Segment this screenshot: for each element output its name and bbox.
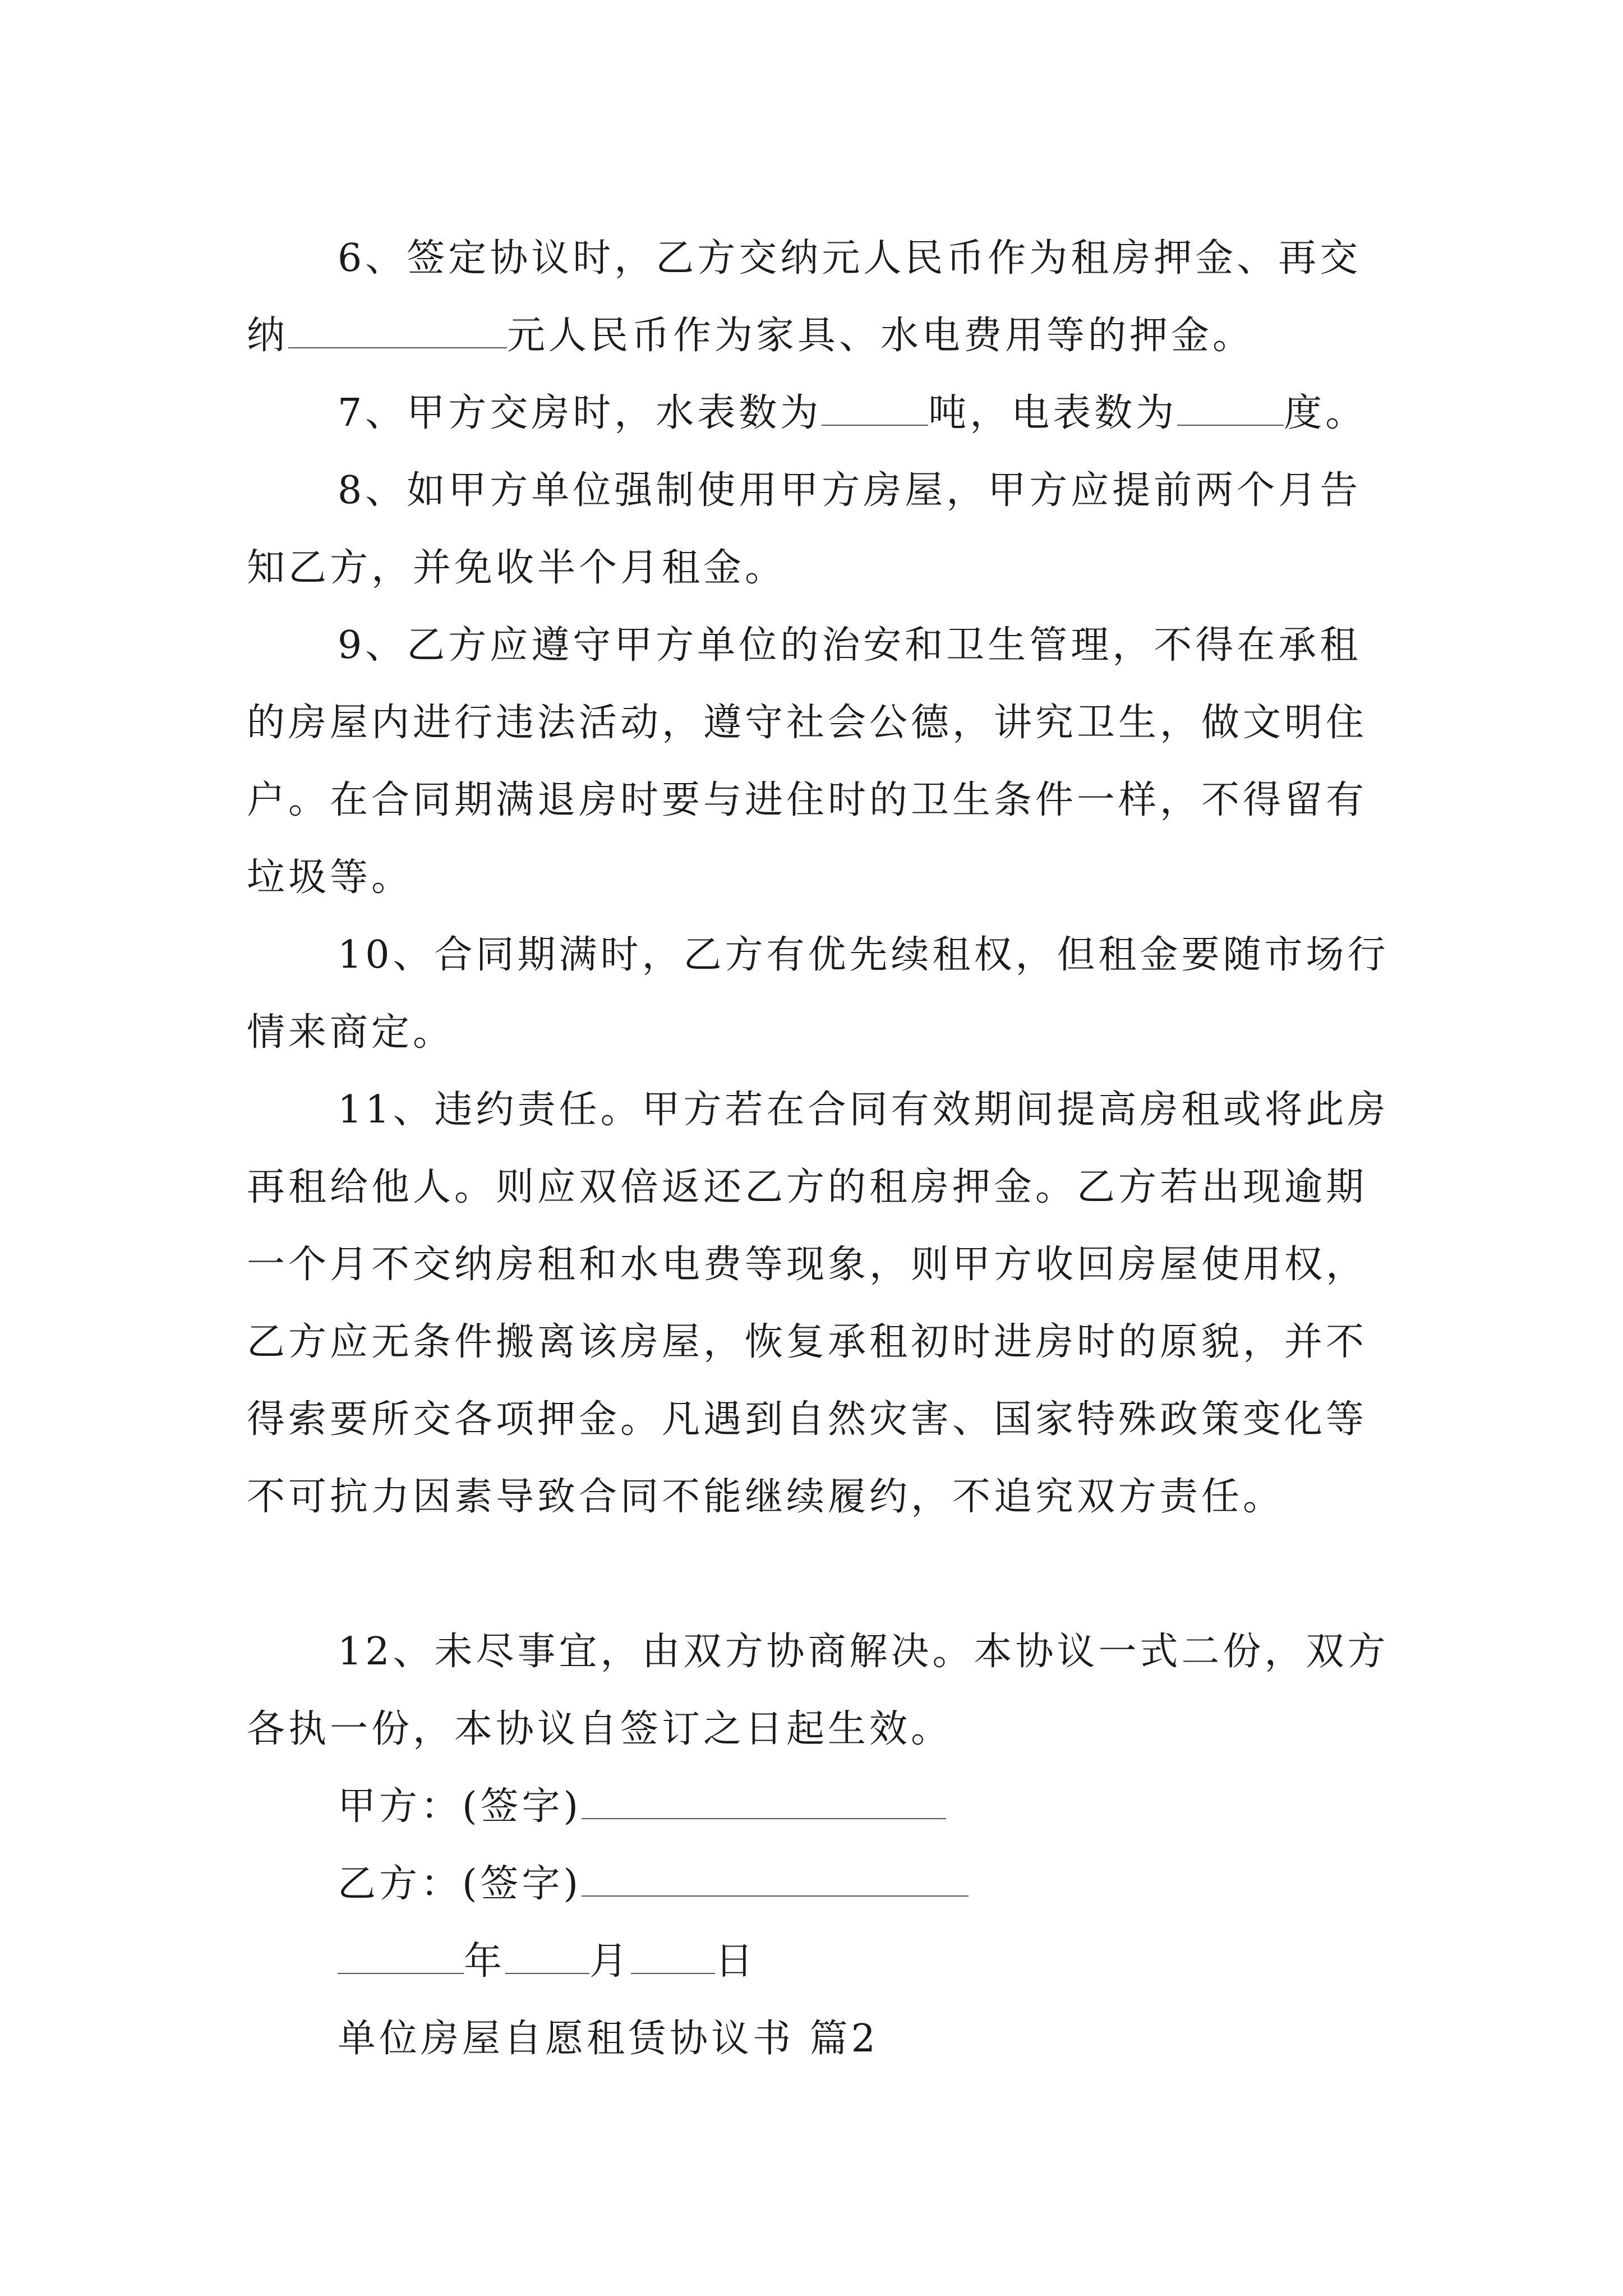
clause-7	[247, 375, 1424, 452]
year-blank	[338, 1939, 464, 1974]
deposit-blank	[288, 314, 507, 348]
year-label: 年	[464, 1939, 506, 1984]
party-a-signature-blank	[582, 1784, 946, 1819]
day-blank	[631, 1939, 715, 1974]
clause-12: 12、未尽事宜，由双方协商解决。本协议一式二份，双方各执一份，本协议自签订之日起生效。	[247, 1630, 1389, 1751]
clause-8: 8、如甲方单位强制使用甲方房屋，甲方应提前两个月告知乙方，并免收半个月租金。	[247, 468, 1362, 590]
signing-date	[338, 1923, 757, 2000]
next-section-title: 单位房屋自愿租赁协议书 篇2	[338, 2017, 879, 2061]
party-b-signature	[338, 1846, 969, 1923]
party-a-signature	[338, 1768, 946, 1846]
clause-6	[247, 220, 1391, 375]
month-blank	[505, 1939, 589, 1974]
party-a-label: 甲方：(签字)	[338, 1784, 582, 1829]
party-b-signature-blank	[582, 1862, 969, 1897]
clause-7-text-a: 7、甲方交房时，水表数为	[338, 391, 822, 435]
water-meter-blank	[822, 391, 928, 426]
clause-10: 10、合同期满时，乙方有优先续租权，但租金要随市场行情来商定。	[247, 933, 1389, 1055]
clause-7-text-c: 度。	[1284, 391, 1367, 435]
electric-meter-blank	[1177, 391, 1284, 426]
clause-9: 9、乙方应遵守甲方单位的治安和卫生管理，不得在承租的房屋内进行违法活动，遵守社会公德，讲究卫生，做文明住户。在合同期满退房时要与进住时的卫生条件一样，不得留有垃圾等。	[247, 623, 1368, 900]
month-label: 月	[589, 1939, 631, 1984]
clause-7-text-b: 吨，电表数为	[928, 391, 1178, 435]
day-label: 日	[715, 1939, 757, 1984]
clause-6-text-b: 元人民币作为家具、水电费用等的押金。	[507, 314, 1255, 358]
clause-6-text-a: 6、签定协议时，乙方交纳元人民币作为租房押金、再交纳	[247, 236, 1362, 358]
party-b-label: 乙方：(签字)	[338, 1862, 582, 1906]
clause-11: 11、违约责任。甲方若在合同有效期间提高房租或将此房再租给他人。则应双倍返还乙方的租房押金。乙方若出现逾期一个月不交纳房租和水电费等现象，则甲方收回房屋使用权，乙方应无条件搬离该房屋，恢复承租初时进房时的原貌，并不得索要所交各项押金。凡遇到自然灾害、国家特殊政策变化等不可抗力因素导致合同不能继续履约，不追究双方责任。	[247, 1088, 1389, 1519]
